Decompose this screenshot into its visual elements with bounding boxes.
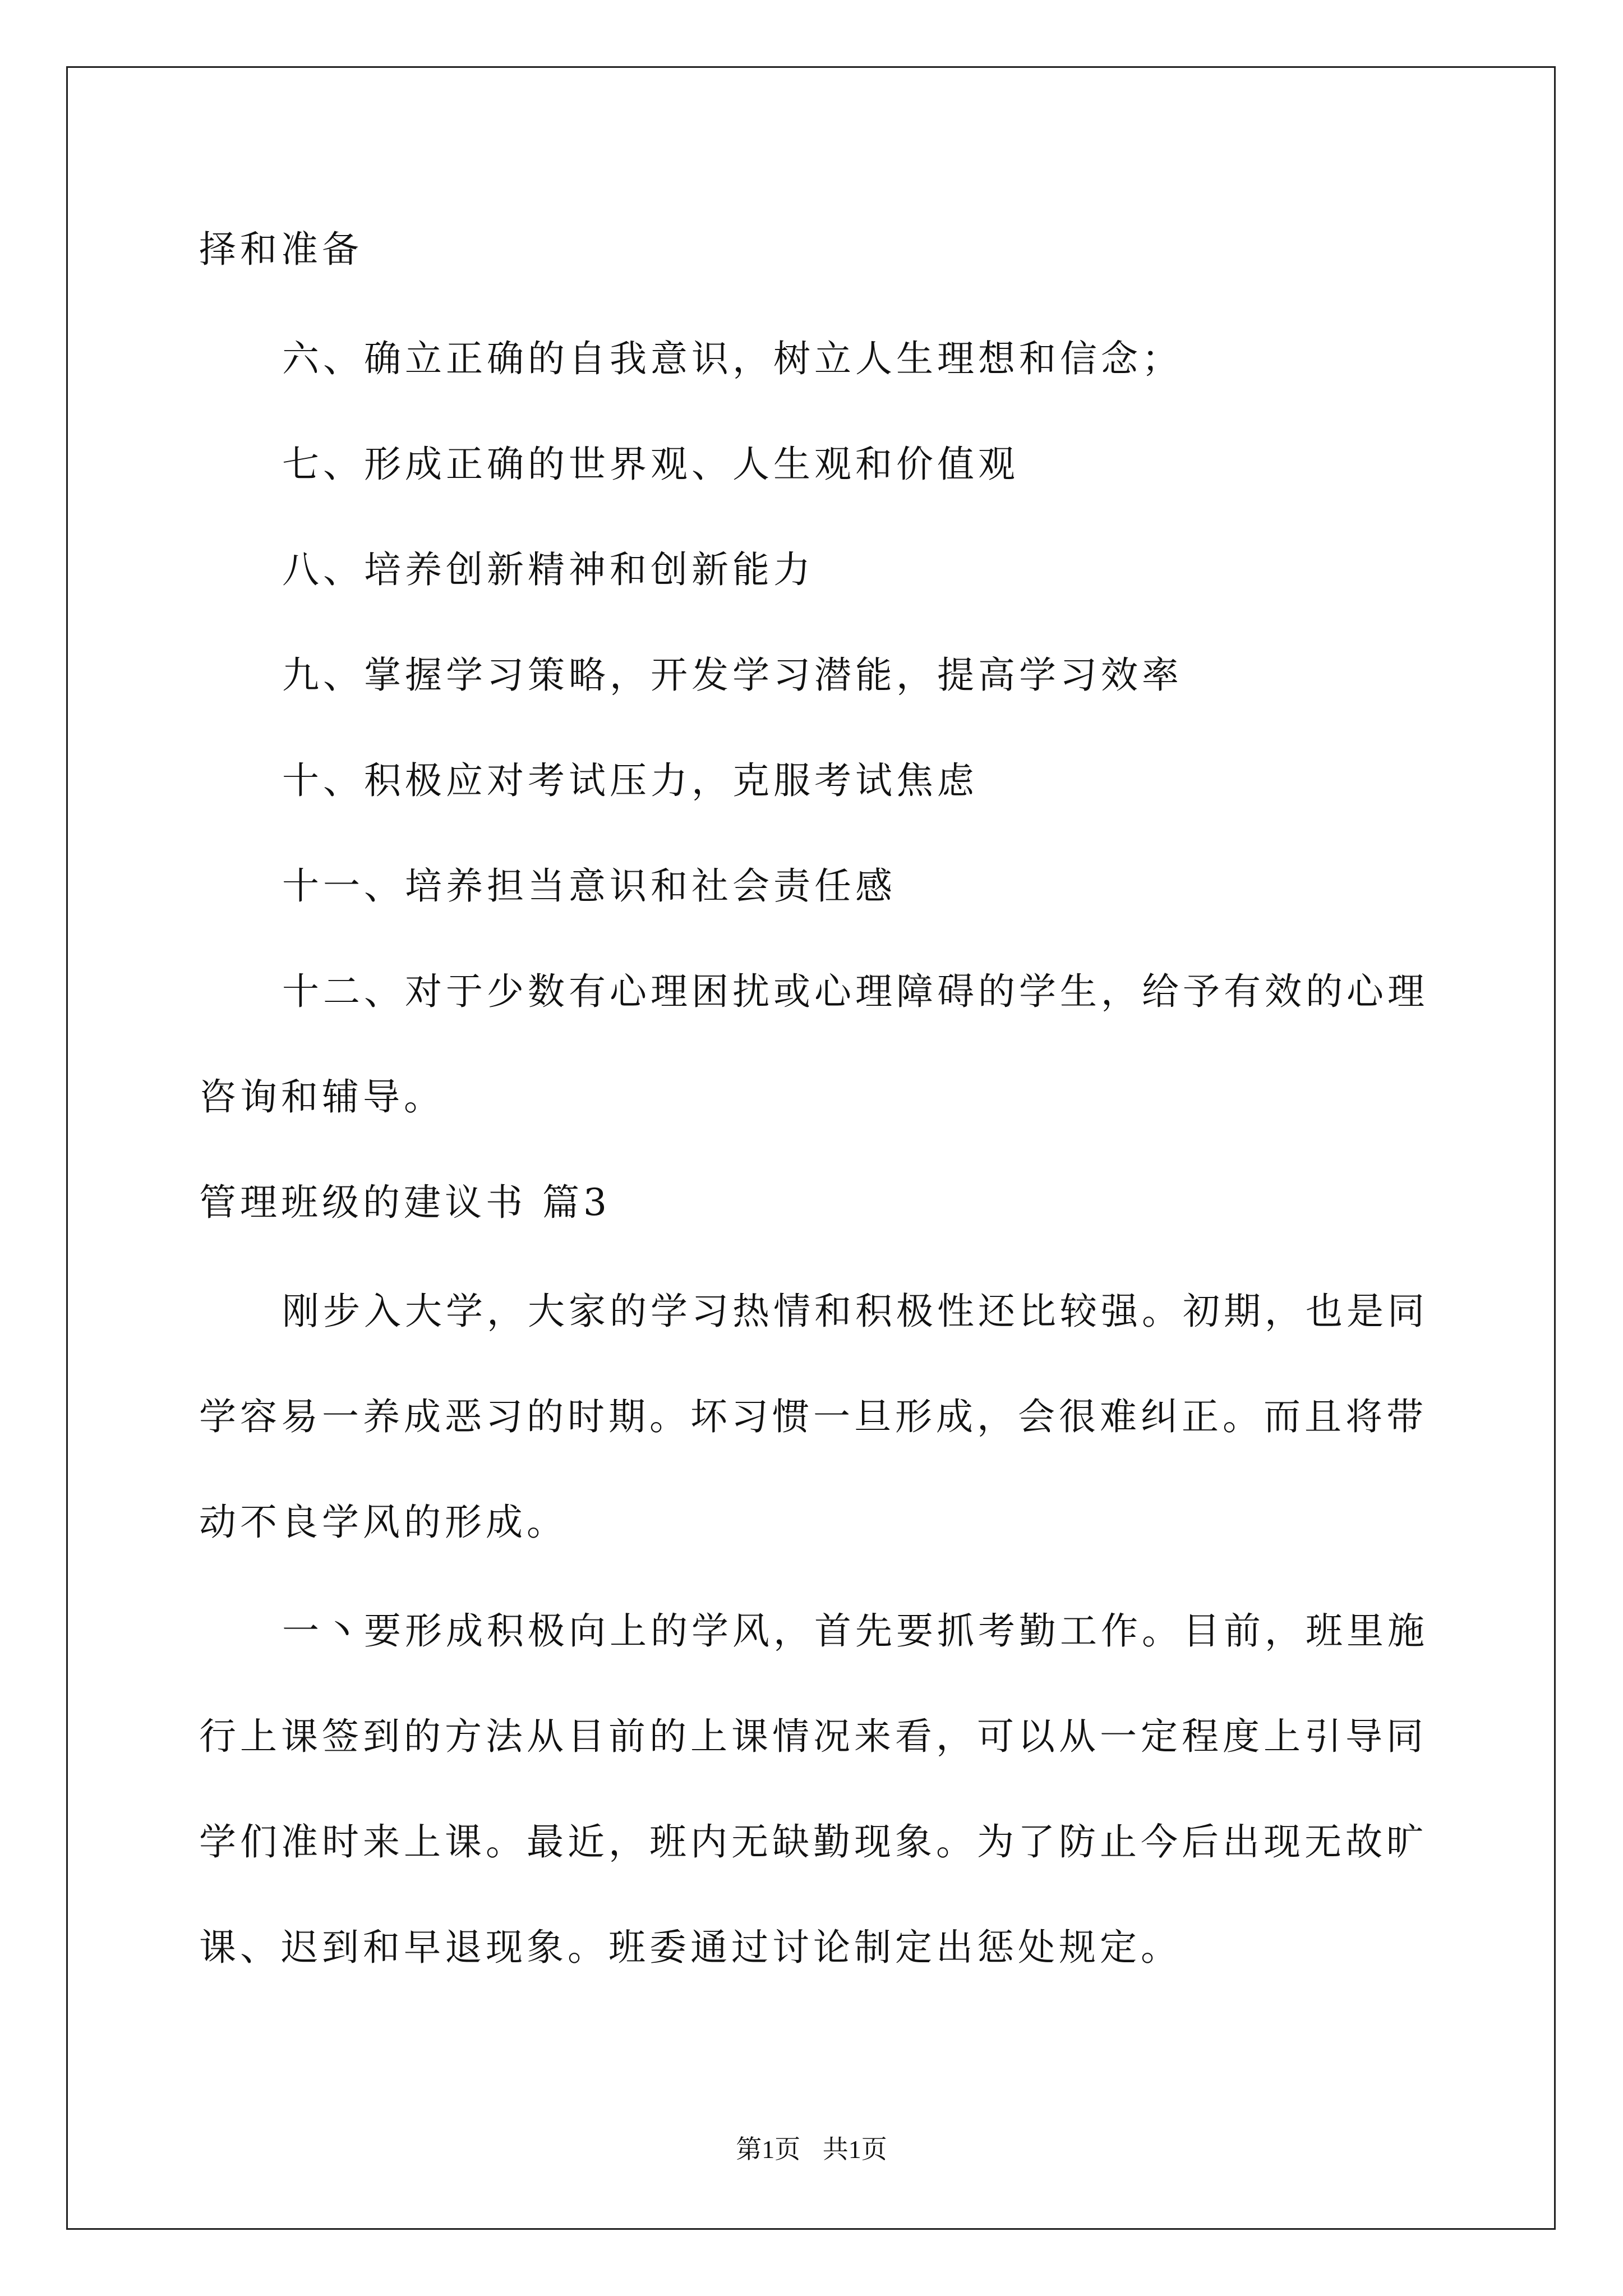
paragraph-line: 学们准时来上课。最近，班内无缺勤现象。为了防止今后出现无故旷 xyxy=(199,1820,1427,1864)
page-border xyxy=(66,66,1556,2230)
list-item: 十、积极应对考试压力，克服考试焦虑 xyxy=(282,759,978,802)
paragraph-line: 动不良学风的形成。 xyxy=(199,1501,568,1544)
page-footer xyxy=(0,2134,1623,2165)
list-item: 十一、培养担当意识和社会责任感 xyxy=(282,864,896,908)
paragraph-line: 行上课签到的方法从目前的上课情况来看，可以从一定程度上引导同 xyxy=(199,1715,1427,1758)
paragraph-line: 学容易一养成恶习的时期。坏习惯一旦形成，会很难纠正。而且将带 xyxy=(199,1395,1427,1438)
list-item: 八、培养创新精神和创新能力 xyxy=(282,548,814,591)
paragraph-line: 课、迟到和早退现象。班委通过讨论制定出惩处规定。 xyxy=(199,1926,1182,1969)
list-item: 九、掌握学习策略，开发学习潜能，提高学习效率 xyxy=(282,654,1183,697)
paragraph-line: 刚步入大学，大家的学习热情和积极性还比较强。初期，也是同 xyxy=(282,1290,1428,1333)
paragraph-line: 咨询和辅导。 xyxy=(199,1075,445,1119)
list-item: 六、确立正确的自我意识，树立人生理想和信念； xyxy=(282,337,1183,380)
paragraph-line: 择和准备 xyxy=(199,228,363,271)
list-item: 七、形成正确的世界观、人生观和价值观 xyxy=(282,443,1019,486)
list-item: 十二、对于少数有心理困扰或心理障碍的学生，给予有效的心理 xyxy=(282,970,1428,1013)
paragraph-line: 一丶要形成积极向上的学风，首先要抓考勤工作。目前，班里施 xyxy=(282,1609,1428,1653)
page-total: 共1页 xyxy=(822,2135,887,2164)
page-number: 第1页 xyxy=(736,2135,801,2164)
section-heading: 管理班级的建议书 篇3 xyxy=(199,1181,611,1224)
